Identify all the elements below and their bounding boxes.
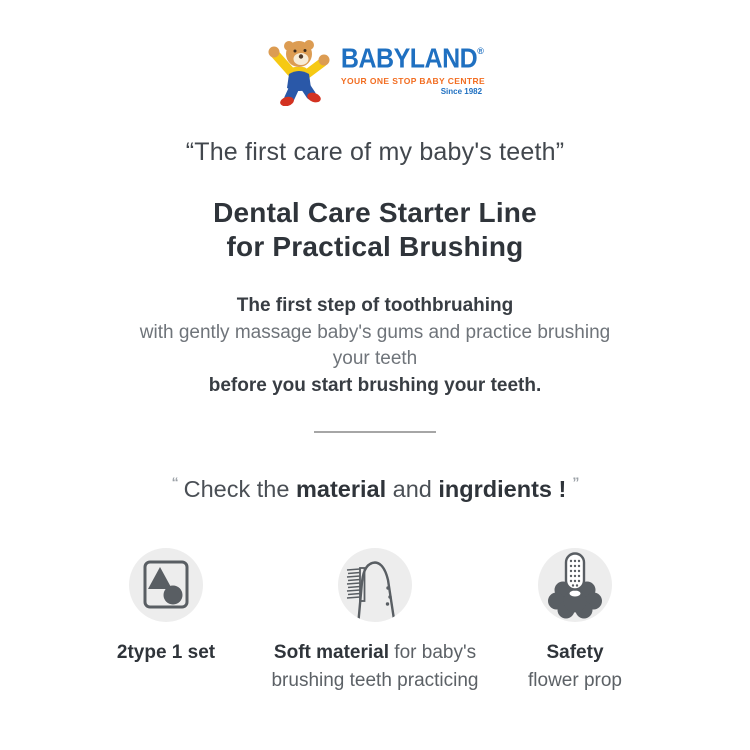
description-line-1: The first step of toothbruahing (236, 295, 514, 316)
brand-name: BABYLAND (340, 42, 478, 75)
features-row (0, 548, 750, 708)
bear-mascot-icon (265, 34, 331, 106)
finger-toothbrush-icon (338, 548, 412, 622)
close-quote-mark: ” (572, 474, 579, 490)
feature-safety-flower (475, 548, 675, 694)
feature-caption-line2: flower prop (528, 669, 622, 691)
feature-caption-bold: 2type 1 set (116, 642, 216, 663)
logo-since: Since 1982 (440, 87, 483, 96)
description-line-2: with gently massage baby's gums and practice brushing (139, 321, 611, 343)
section-divider (314, 431, 436, 433)
feature-caption-rest: for baby's (389, 642, 477, 663)
safety-flower-icon (538, 548, 612, 622)
page-title (0, 196, 750, 264)
feature-caption-bold: Safety (546, 642, 604, 663)
description (0, 293, 750, 399)
title-line-2: for Practical Brushing (226, 231, 524, 263)
feature-caption (250, 639, 500, 694)
check-bold-ingredients: ingrdients ! (438, 476, 567, 502)
quote-heading: “The first care of my baby's teeth” (185, 138, 565, 166)
feature-caption-line2: brushing teeth practicing (271, 669, 479, 691)
feature-caption-bold: Soft material (273, 642, 390, 663)
check-bold-material: material (295, 476, 387, 502)
description-line-3: your teeth (332, 348, 418, 370)
shapes-2type-icon (129, 548, 203, 622)
registered-mark: ® (477, 46, 484, 56)
check-text-1: Check the (183, 476, 296, 502)
feature-2type-1set (86, 548, 246, 667)
feature-caption (86, 639, 246, 667)
logo-tagline: YOUR ONE STOP BABY CENTRE (340, 76, 486, 86)
check-line (0, 474, 750, 503)
feature-soft-material (250, 548, 500, 694)
open-quote-mark: “ (171, 474, 178, 490)
description-line-4: before you start brushing your teeth. (208, 374, 542, 396)
feature-caption (475, 639, 675, 694)
title-line-1: Dental Care Starter Line (213, 197, 537, 228)
logo-text-block (340, 42, 486, 96)
babyland-logo (0, 34, 750, 106)
check-text-2: and (386, 476, 439, 502)
